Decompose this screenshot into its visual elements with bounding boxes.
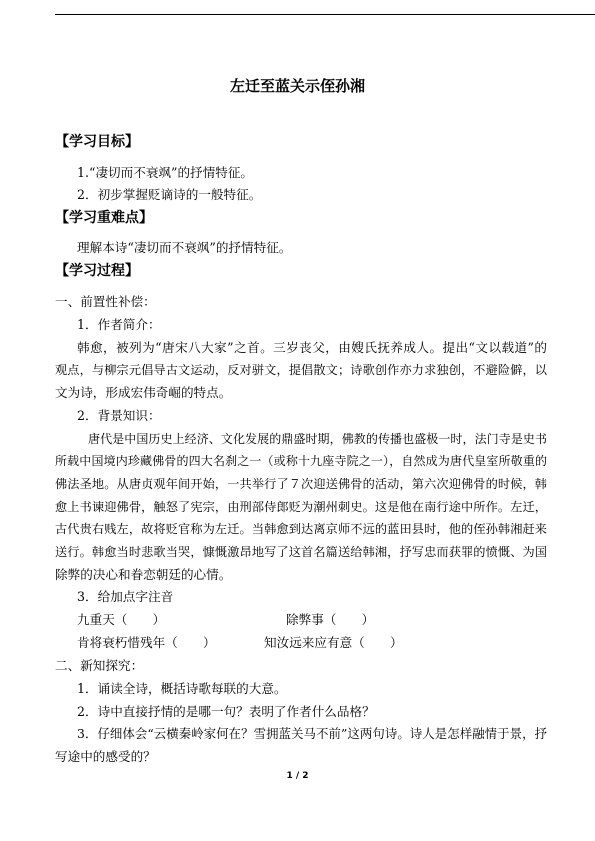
author-line-2: 观点，与柳宗元倡导古文运动，反对骈文，提倡散文；诗歌创作亦力求独创，不避险僻，以 <box>55 363 547 377</box>
background-line-1: 唐代是中国历史上经济、文化发展的鼎盛时期，佛教的传播也盛极一时，法门寺是史书 <box>88 432 547 446</box>
page-title: 左迁至蓝关示侄孙湘 <box>229 77 365 95</box>
section-heading-goals: 【学习目标】 <box>55 134 139 150</box>
background-line-4: 愈上书谏迎佛骨，触怒了宪宗，由刑部侍郎贬为潮州刺史。这是他在南行途中所作。左迁， <box>55 500 547 514</box>
question-3-line-1: 3．仔细体会“云横秦岭家何在？雪拥蓝关马不前”这两句诗。诗人是怎样融情于景，抒 <box>77 726 547 741</box>
pinyin-title: 3．给加点字注音 <box>77 589 174 604</box>
author-line-3: 文为诗，形成宏伟奇崛的特点。 <box>55 385 232 400</box>
author-line-1: 韩愈，被列为“唐宋八大家”之首。三岁丧父，由嫂氏抚养成人。提出“文以载道”的 <box>77 340 547 355</box>
question-3-line-2: 写途中的感受的？ <box>55 749 156 764</box>
background-line-2: 所载中国境内珍藏佛骨的四大名刹之一（或称十九座寺院之一），自然成为唐代皇室所敬重的 <box>55 454 547 468</box>
section-heading-key-points: 【学习重难点】 <box>55 210 153 226</box>
pinyin-item-4: 知汝远来应有意（ ） <box>264 635 403 650</box>
page-number: 1 / 2 <box>286 771 309 781</box>
background-title: 2．背景知识： <box>77 408 161 423</box>
header-rule <box>55 14 595 15</box>
key-point-item: 理解本诗“凄切而不衰飒”的抒情特征。 <box>77 240 292 255</box>
part1-title: 一、前置性补偿： <box>55 294 156 309</box>
section-heading-process: 【学习过程】 <box>55 263 139 279</box>
question-1: 1．诵读全诗，概括诗歌每联的大意。 <box>77 681 287 696</box>
author-title: 1．作者简介： <box>77 317 161 332</box>
background-line-6: 送行。韩愈当时悲歌当哭，慷慨激昂地写了这首名篇送给韩湘，抒写忠而获罪的愤慨、为国 <box>55 545 547 559</box>
part2-title: 二、新知探究： <box>55 658 144 673</box>
question-2: 2．诗中直接抒情的是哪一句？表明了作者什么品格？ <box>77 704 375 719</box>
pinyin-item-1: 九重天（ ） <box>77 612 166 627</box>
background-line-7: 除弊的决心和眷恋朝廷的心情。 <box>55 567 232 582</box>
goal-item-1: 1.“凄切而不衰飒”的抒情特征。 <box>77 165 254 180</box>
pinyin-item-2: 除弊事（ ） <box>286 612 375 627</box>
pinyin-item-3: 肯将衰朽惜残年（ ） <box>77 635 216 650</box>
background-line-5: 古代贵右贱左，故将贬官称为左迁。当韩愈到达离京师不远的蓝田县时，他的侄孙韩湘赶来 <box>55 522 547 536</box>
background-line-3: 佛法圣地。从唐贞观年间开始，一共举行了７次迎送佛骨的活动，第六次迎佛骨的时候，韩 <box>55 477 547 491</box>
goal-item-2: 2．初步掌握贬谪诗的一般特征。 <box>77 187 262 202</box>
